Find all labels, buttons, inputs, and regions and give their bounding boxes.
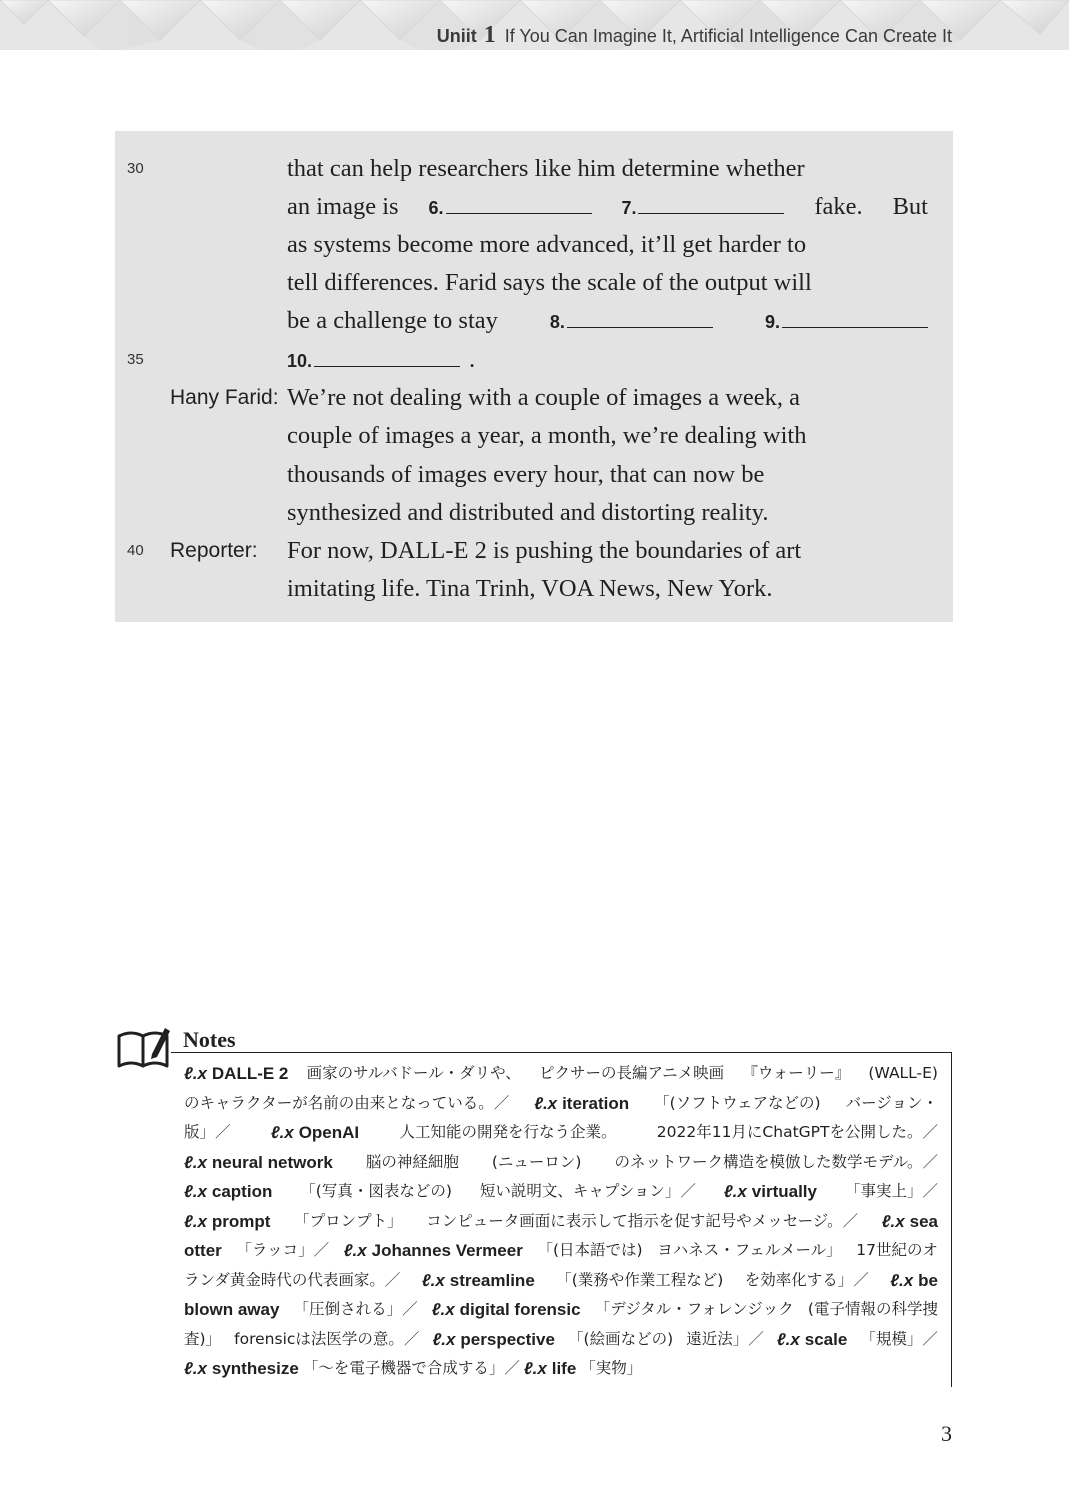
unit-header	[0, 22, 952, 49]
dialogue-line	[0, 188, 1069, 226]
text: We’re not dealing with a couple of images a week, a	[287, 384, 801, 411]
note-line	[184, 1325, 938, 1354]
line-ref: ℓ.x	[432, 1330, 456, 1349]
note-entry	[184, 1177, 272, 1206]
open-book-pencil-icon	[116, 1024, 172, 1070]
dialogue-line	[0, 226, 1069, 264]
note-text: 短い説明文、キャプション」／	[479, 1182, 696, 1200]
dialogue-line	[0, 456, 1069, 494]
note-text: 「実物」	[580, 1359, 643, 1377]
line-text	[287, 417, 928, 455]
line-text	[287, 264, 928, 302]
text: For now, DALL-E 2 is pushing the boundaries of art	[287, 537, 802, 564]
dialogue-line	[0, 379, 1069, 417]
line-ref: ℓ.x	[890, 1271, 914, 1290]
note-text: forensicは法医学の意。／	[234, 1330, 420, 1348]
note-line	[184, 1266, 938, 1295]
blank-8[interactable]	[550, 303, 713, 341]
note-text: ヨハネス・フェルメール」	[657, 1241, 842, 1259]
note-term: DALL-E 2	[211, 1064, 289, 1083]
note-line	[184, 1177, 938, 1206]
unit-title: If You Can Imagine It, Artificial Intelligence Can Create It	[504, 26, 952, 46]
note-entry	[344, 1236, 523, 1265]
note-term: blown away	[184, 1300, 280, 1319]
line-ref: ℓ.x	[184, 1064, 207, 1083]
note-term: life	[551, 1359, 577, 1378]
text-suffix: fake.	[814, 193, 863, 220]
line-ref: ℓ.x	[723, 1182, 747, 1201]
blank-line	[314, 365, 460, 367]
blank-line	[446, 212, 592, 214]
line-number: 35	[127, 351, 144, 368]
blank-7[interactable]	[621, 189, 784, 227]
note-text: (電子情報の科学捜	[807, 1300, 938, 1318]
dialogue-line	[0, 494, 1069, 532]
note-term: perspective	[460, 1330, 555, 1349]
note-entry	[184, 1148, 333, 1177]
unit-label: Uniit	[436, 26, 477, 46]
note-entry	[184, 1059, 288, 1088]
text-suffix: But	[892, 193, 928, 220]
note-text: (ニューロン)	[491, 1153, 582, 1171]
text: as systems become more advanced, it’ll get harder to	[287, 231, 807, 258]
note-text: 『ウォーリー』	[742, 1064, 851, 1082]
text: synthesized and distributed and distorting reality.	[287, 499, 769, 526]
dialogue-line	[0, 417, 1069, 455]
note-term: virtually	[751, 1182, 817, 1201]
dialogue-line	[0, 264, 1069, 302]
blank-line	[638, 212, 784, 214]
line-text	[287, 379, 928, 417]
note-text: 「圧倒される」／	[293, 1300, 418, 1318]
text: tell differences. Farid says the scale of the output will	[287, 269, 812, 296]
dialogue-line	[0, 532, 1069, 570]
note-entry	[534, 1089, 629, 1118]
note-entry	[882, 1207, 938, 1236]
note-text: 2022年11月にChatGPTを公開した。／	[656, 1123, 938, 1141]
dialogue-line	[0, 570, 1069, 608]
speaker-label: Reporter:	[170, 539, 258, 562]
note-line	[184, 1059, 938, 1088]
note-text: 「(写真・図表などの)	[300, 1182, 452, 1200]
note-text: バージョン・	[845, 1094, 938, 1112]
note-text: 「(ソフトウェアなどの)	[654, 1094, 821, 1112]
line-ref: ℓ.x	[270, 1123, 294, 1142]
line-text	[287, 302, 928, 341]
note-line	[184, 1118, 938, 1147]
note-entry	[184, 1354, 299, 1383]
note-text: 「事実上」／	[844, 1182, 938, 1200]
note-term: OpenAI	[298, 1123, 360, 1142]
note-text: 「規模」／	[860, 1330, 938, 1348]
notes-title: Notes	[183, 1027, 236, 1052]
dialogue-line	[0, 302, 1069, 340]
blank-number: 7.	[621, 198, 637, 218]
note-entry	[777, 1325, 847, 1354]
line-text	[287, 532, 928, 570]
note-text: 遠近法」／	[686, 1330, 764, 1348]
line-text	[287, 494, 928, 532]
line-ref: ℓ.x	[534, 1094, 558, 1113]
note-text: を効率化する」／	[744, 1271, 869, 1289]
line-ref: ℓ.x	[776, 1330, 800, 1349]
note-term: be	[918, 1271, 938, 1290]
text: thousands of images every hour, that can now be	[287, 461, 765, 488]
line-text	[287, 570, 928, 608]
note-entry	[432, 1295, 581, 1324]
dialogue-line	[0, 341, 1069, 379]
note-text: 版」／	[184, 1123, 231, 1141]
line-number: 30	[127, 160, 144, 177]
note-term: sea	[909, 1212, 938, 1231]
blank-line	[782, 326, 928, 328]
line-number: 40	[127, 542, 144, 559]
note-line	[184, 1089, 938, 1118]
note-entry	[422, 1266, 535, 1295]
note-text: のキャラクターが名前の由来となっている。／	[184, 1094, 510, 1112]
blank-6[interactable]	[429, 189, 592, 227]
note-term: otter	[184, 1241, 222, 1260]
note-text: 「ラッコ」／	[236, 1241, 330, 1259]
note-term: digital forensic	[459, 1300, 581, 1319]
line-text	[287, 456, 928, 494]
note-term: Johannes Vermeer	[371, 1241, 523, 1260]
note-entry	[890, 1266, 938, 1295]
note-text: (WALL-E)	[868, 1064, 938, 1082]
note-text: 「(日本語では)	[537, 1241, 643, 1259]
blank-number: 9.	[764, 312, 780, 332]
note-text: 画家のサルバドール・ダリや、	[306, 1064, 521, 1082]
note-term: prompt	[211, 1212, 271, 1231]
line-ref: ℓ.x	[184, 1359, 207, 1378]
line-text	[287, 226, 928, 264]
blank-number: 10.	[287, 351, 313, 371]
note-text: コンピュータ画面に表示して指示を促す記号やメッセージ。／	[426, 1212, 859, 1230]
line-ref: ℓ.x	[184, 1212, 207, 1231]
note-text: ピクサーの長編アニメ映画	[538, 1064, 725, 1082]
note-text: 査)」	[184, 1330, 222, 1348]
note-text: 「(業務や作業工程など)	[556, 1271, 724, 1289]
note-entry	[724, 1177, 817, 1206]
note-term: streamline	[449, 1271, 535, 1290]
note-line	[184, 1148, 938, 1177]
page-number: 3	[941, 1421, 952, 1446]
note-text: 人工知能の開発を行なう企業。	[399, 1123, 617, 1141]
speaker-label: Hany Farid:	[170, 386, 279, 409]
blank-9[interactable]	[765, 303, 928, 341]
note-line	[184, 1236, 938, 1265]
note-line	[184, 1354, 938, 1383]
line-ref: ℓ.x	[421, 1271, 445, 1290]
note-text: 「デジタル・フォレンジック	[594, 1300, 794, 1318]
note-line	[184, 1207, 938, 1236]
line-text	[287, 188, 928, 227]
line-ref: ℓ.x	[343, 1241, 367, 1260]
line-text	[287, 150, 928, 188]
line-ref: ℓ.x	[881, 1212, 905, 1231]
blank-number: 6.	[428, 198, 444, 218]
note-entry	[271, 1118, 359, 1147]
line-ref: ℓ.x	[431, 1300, 455, 1319]
note-entry	[184, 1207, 270, 1236]
note-text: 「(絵画などの)	[568, 1330, 674, 1348]
text: imitating life. Tina Trinh, VOA News, New York.	[287, 575, 773, 602]
note-text: 脳の神経細胞	[365, 1153, 459, 1171]
note-entry	[433, 1325, 555, 1354]
note-term: neural network	[211, 1153, 333, 1172]
note-text: 「〜を電子機器で合成する」／	[302, 1359, 520, 1377]
blank-10[interactable]	[287, 342, 460, 380]
line-ref: ℓ.x	[184, 1153, 207, 1172]
note-text: ランダ黄金時代の代表画家。／	[184, 1271, 401, 1289]
text: couple of images a year, a month, we’re dealing with	[287, 422, 807, 449]
line-ref: ℓ.x	[184, 1182, 207, 1201]
note-text: のネットワーク構造を模倣した数学モデル。／	[614, 1153, 938, 1171]
blank-line	[567, 326, 713, 328]
text-prefix: be a challenge to stay	[287, 307, 498, 334]
note-term: iteration	[562, 1094, 630, 1113]
note-line	[184, 1295, 938, 1324]
note-term: synthesize	[211, 1359, 299, 1378]
dialogue-line	[0, 150, 1069, 188]
line-text	[287, 341, 928, 380]
unit-number: 1	[483, 22, 496, 48]
text-prefix: an image is	[287, 193, 399, 220]
text-suffix: .	[469, 346, 476, 373]
line-ref: ℓ.x	[523, 1359, 547, 1378]
text: that can help researchers like him determine whether	[287, 155, 805, 182]
note-text: 「プロンプト」	[294, 1212, 403, 1230]
note-text: 17世紀のオ	[856, 1241, 938, 1259]
note-term: scale	[804, 1330, 848, 1349]
note-entry	[524, 1354, 576, 1383]
note-term: caption	[211, 1182, 273, 1201]
blank-number: 8.	[549, 312, 565, 332]
